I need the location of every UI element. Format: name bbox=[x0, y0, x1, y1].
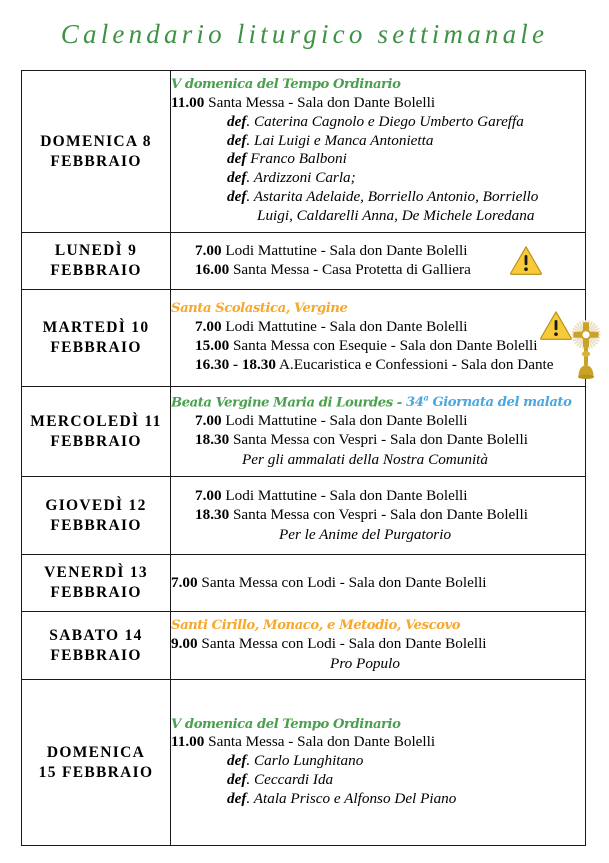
events-cell bbox=[171, 233, 586, 290]
event-time: 9.00 bbox=[171, 634, 198, 652]
day-label-line2: FEBBRAIO bbox=[50, 262, 142, 279]
deceased-intention-line bbox=[171, 188, 585, 207]
event-description: A.Eucaristica e Confessioni - Sala don Dante bbox=[276, 355, 554, 373]
def-suffix: . bbox=[246, 131, 254, 149]
event-time: 16.00 bbox=[195, 261, 230, 278]
event-line bbox=[171, 94, 585, 113]
calendar-row bbox=[22, 477, 586, 555]
deceased-intention-line bbox=[171, 752, 585, 771]
events-cell bbox=[171, 612, 586, 680]
event-description: Santa Messa con Vespri - Sala don Dante Bolelli bbox=[229, 505, 528, 523]
def-label: def bbox=[227, 150, 247, 168]
mass-intention: Per gli ammalati della Nostra Comunità bbox=[242, 450, 488, 468]
event-time: 18.30 bbox=[195, 430, 230, 448]
def-suffix: . bbox=[246, 789, 254, 807]
event-time: 7.00 bbox=[195, 242, 222, 260]
calendar-row bbox=[22, 387, 586, 477]
calendar-row bbox=[22, 71, 586, 233]
def-label: def bbox=[227, 131, 247, 149]
event-description: Santa Messa con Esequie - Sala don Dante Bolelli bbox=[229, 336, 538, 354]
event-line bbox=[171, 574, 585, 593]
events-cell bbox=[171, 387, 586, 477]
calendar-row bbox=[22, 612, 586, 680]
def-names: Atala Prisco e Alfonso Del Piano bbox=[253, 789, 457, 807]
day-label-line2: FEBBRAIO bbox=[50, 339, 142, 356]
warning-icon bbox=[539, 310, 573, 340]
day-label-cell bbox=[22, 680, 171, 846]
feast-heading: V domenica del Tempo Ordinario bbox=[171, 77, 401, 93]
def-names: Ceccardi Ida bbox=[254, 770, 334, 788]
event-description: Santa Messa con Vespri - Sala don Dante Bolelli bbox=[229, 430, 528, 448]
day-label-line2: FEBBRAIO bbox=[50, 432, 142, 450]
day-label-cell bbox=[22, 233, 171, 290]
def-suffix: . bbox=[246, 112, 254, 130]
event-description: Lodi Mattutine - Sala don Dante Bolelli bbox=[221, 318, 468, 336]
calendar-row bbox=[22, 290, 586, 387]
feast-heading-blue-part: 34$^a$ Giornata del malato bbox=[405, 393, 572, 411]
day-label-line1: DOMENICA 8 bbox=[40, 132, 152, 150]
events-cell bbox=[171, 290, 586, 387]
event-time: 16.30 - 18.30 bbox=[195, 355, 276, 373]
deceased-intention-line bbox=[171, 113, 585, 132]
def-label: def bbox=[227, 188, 247, 206]
feast-heading: Santi Cirillo, Monaco, e Metodio, Vescovo bbox=[171, 618, 461, 634]
event-time: 11.00 bbox=[171, 93, 205, 111]
def-names: Caterina Cagnolo e Diego Umberto Gareffa bbox=[254, 112, 524, 130]
def-suffix: . bbox=[246, 770, 254, 788]
def-names: Franco Balboni bbox=[250, 150, 347, 168]
events-cell bbox=[171, 71, 586, 233]
day-label-line1: MARTEDÌ 10 bbox=[42, 319, 150, 337]
def-names: Astarita Adelaide, Borriello Antonio, Borriello bbox=[253, 188, 539, 206]
event-line bbox=[171, 733, 585, 752]
day-label-cell bbox=[22, 555, 171, 612]
event-description: Santa Messa con Lodi - Sala don Dante Bolelli bbox=[197, 634, 487, 652]
feast-heading: Santa Scolastica, Vergine bbox=[171, 301, 348, 317]
day-label-cell bbox=[22, 477, 171, 555]
deceased-intention-line bbox=[171, 169, 585, 188]
def-label: def bbox=[227, 770, 247, 788]
def-names: Ardizzoni Carla; bbox=[253, 169, 356, 187]
event-line bbox=[171, 412, 585, 431]
mass-intention: Per le Anime del Purgatorio bbox=[278, 525, 452, 543]
calendar-row bbox=[22, 555, 586, 612]
def-suffix: . bbox=[246, 751, 254, 769]
event-line bbox=[171, 431, 585, 450]
event-line bbox=[171, 506, 585, 525]
day-label-cell bbox=[22, 612, 171, 680]
event-description: Santa Messa - Sala don Dante Bolelli bbox=[204, 733, 436, 751]
deceased-intention-line bbox=[171, 132, 585, 151]
day-label-line2: FEBBRAIO bbox=[50, 516, 142, 534]
calendar-row bbox=[22, 680, 586, 846]
def-names: Lai Luigi e Manca Antonietta bbox=[254, 131, 434, 149]
def-suffix: . bbox=[246, 188, 254, 206]
event-line bbox=[171, 337, 585, 356]
day-label-line1: MERCOLEDÌ 11 bbox=[30, 412, 162, 430]
event-line bbox=[171, 318, 585, 337]
feast-heading bbox=[171, 394, 585, 411]
def-label: def bbox=[227, 112, 247, 130]
day-label-cell bbox=[22, 71, 171, 233]
event-time: 7.00 bbox=[195, 487, 222, 505]
event-description: Lodi Mattutine - Sala don Dante Bolelli bbox=[221, 487, 468, 505]
events-cell bbox=[171, 680, 586, 846]
warning-icon bbox=[509, 245, 543, 275]
event-time: 7.00 bbox=[195, 412, 222, 430]
liturgical-calendar-table bbox=[21, 70, 586, 846]
event-description: Lodi Mattutine - Sala don Dante Bolelli bbox=[221, 412, 468, 430]
feast-heading-green-part: Beata Vergine Maria di Lourdes - bbox=[171, 395, 406, 411]
event-time: 11.00 bbox=[171, 733, 205, 751]
def-label: def bbox=[227, 169, 247, 187]
monstrance-icon bbox=[569, 318, 603, 380]
event-time: 7.00 bbox=[171, 573, 198, 591]
event-time: 7.00 bbox=[195, 318, 222, 336]
events-cell bbox=[171, 555, 586, 612]
day-label-line1: VENERDÌ 13 bbox=[44, 564, 148, 582]
deceased-intention-line bbox=[171, 771, 585, 790]
deceased-intention-line bbox=[171, 150, 585, 169]
day-label-line2: FEBBRAIO bbox=[50, 152, 142, 170]
day-label-line2: 15 FEBBRAIO bbox=[38, 763, 154, 781]
day-label-line2: FEBBRAIO bbox=[50, 584, 142, 601]
events-cell bbox=[171, 477, 586, 555]
day-label-line1: SABATO 14 bbox=[49, 626, 143, 644]
event-line bbox=[171, 487, 585, 506]
day-label-cell bbox=[22, 290, 171, 387]
feast-heading: V domenica del Tempo Ordinario bbox=[171, 716, 401, 732]
page-title: Calendario liturgico settimanale bbox=[60, 19, 549, 49]
event-description: Santa Messa - Casa Protetta di Galliera bbox=[229, 261, 471, 278]
def-label: def bbox=[227, 751, 247, 769]
def-label: def bbox=[227, 789, 247, 807]
mass-intention: Pro Populo bbox=[330, 654, 400, 672]
deceased-intention-line bbox=[171, 790, 585, 809]
event-time: 15.00 bbox=[195, 336, 230, 354]
calendar-row bbox=[22, 233, 586, 290]
def-suffix: . bbox=[246, 169, 254, 187]
day-label-line1: DOMENICA bbox=[46, 743, 146, 761]
deceased-intention-continuation: Luigi, Caldarelli Anna, De Michele Loredana bbox=[257, 206, 535, 224]
event-description: Santa Messa - Sala don Dante Bolelli bbox=[204, 93, 436, 111]
calendar-table-wrapper bbox=[21, 70, 583, 845]
event-line bbox=[171, 635, 585, 654]
event-line bbox=[171, 356, 585, 375]
def-names: Carlo Lunghitano bbox=[254, 751, 364, 769]
event-description: Santa Messa con Lodi - Sala don Dante Bolelli bbox=[197, 573, 487, 591]
event-description: Lodi Mattutine - Sala don Dante Bolelli bbox=[221, 242, 468, 260]
day-label-line1: GIOVEDÌ 12 bbox=[45, 496, 147, 514]
event-time: 18.30 bbox=[195, 505, 230, 523]
day-label-line1: LUNEDÌ 9 bbox=[54, 242, 138, 260]
day-label-cell bbox=[22, 387, 171, 477]
day-label-line2: FEBBRAIO bbox=[50, 646, 142, 664]
